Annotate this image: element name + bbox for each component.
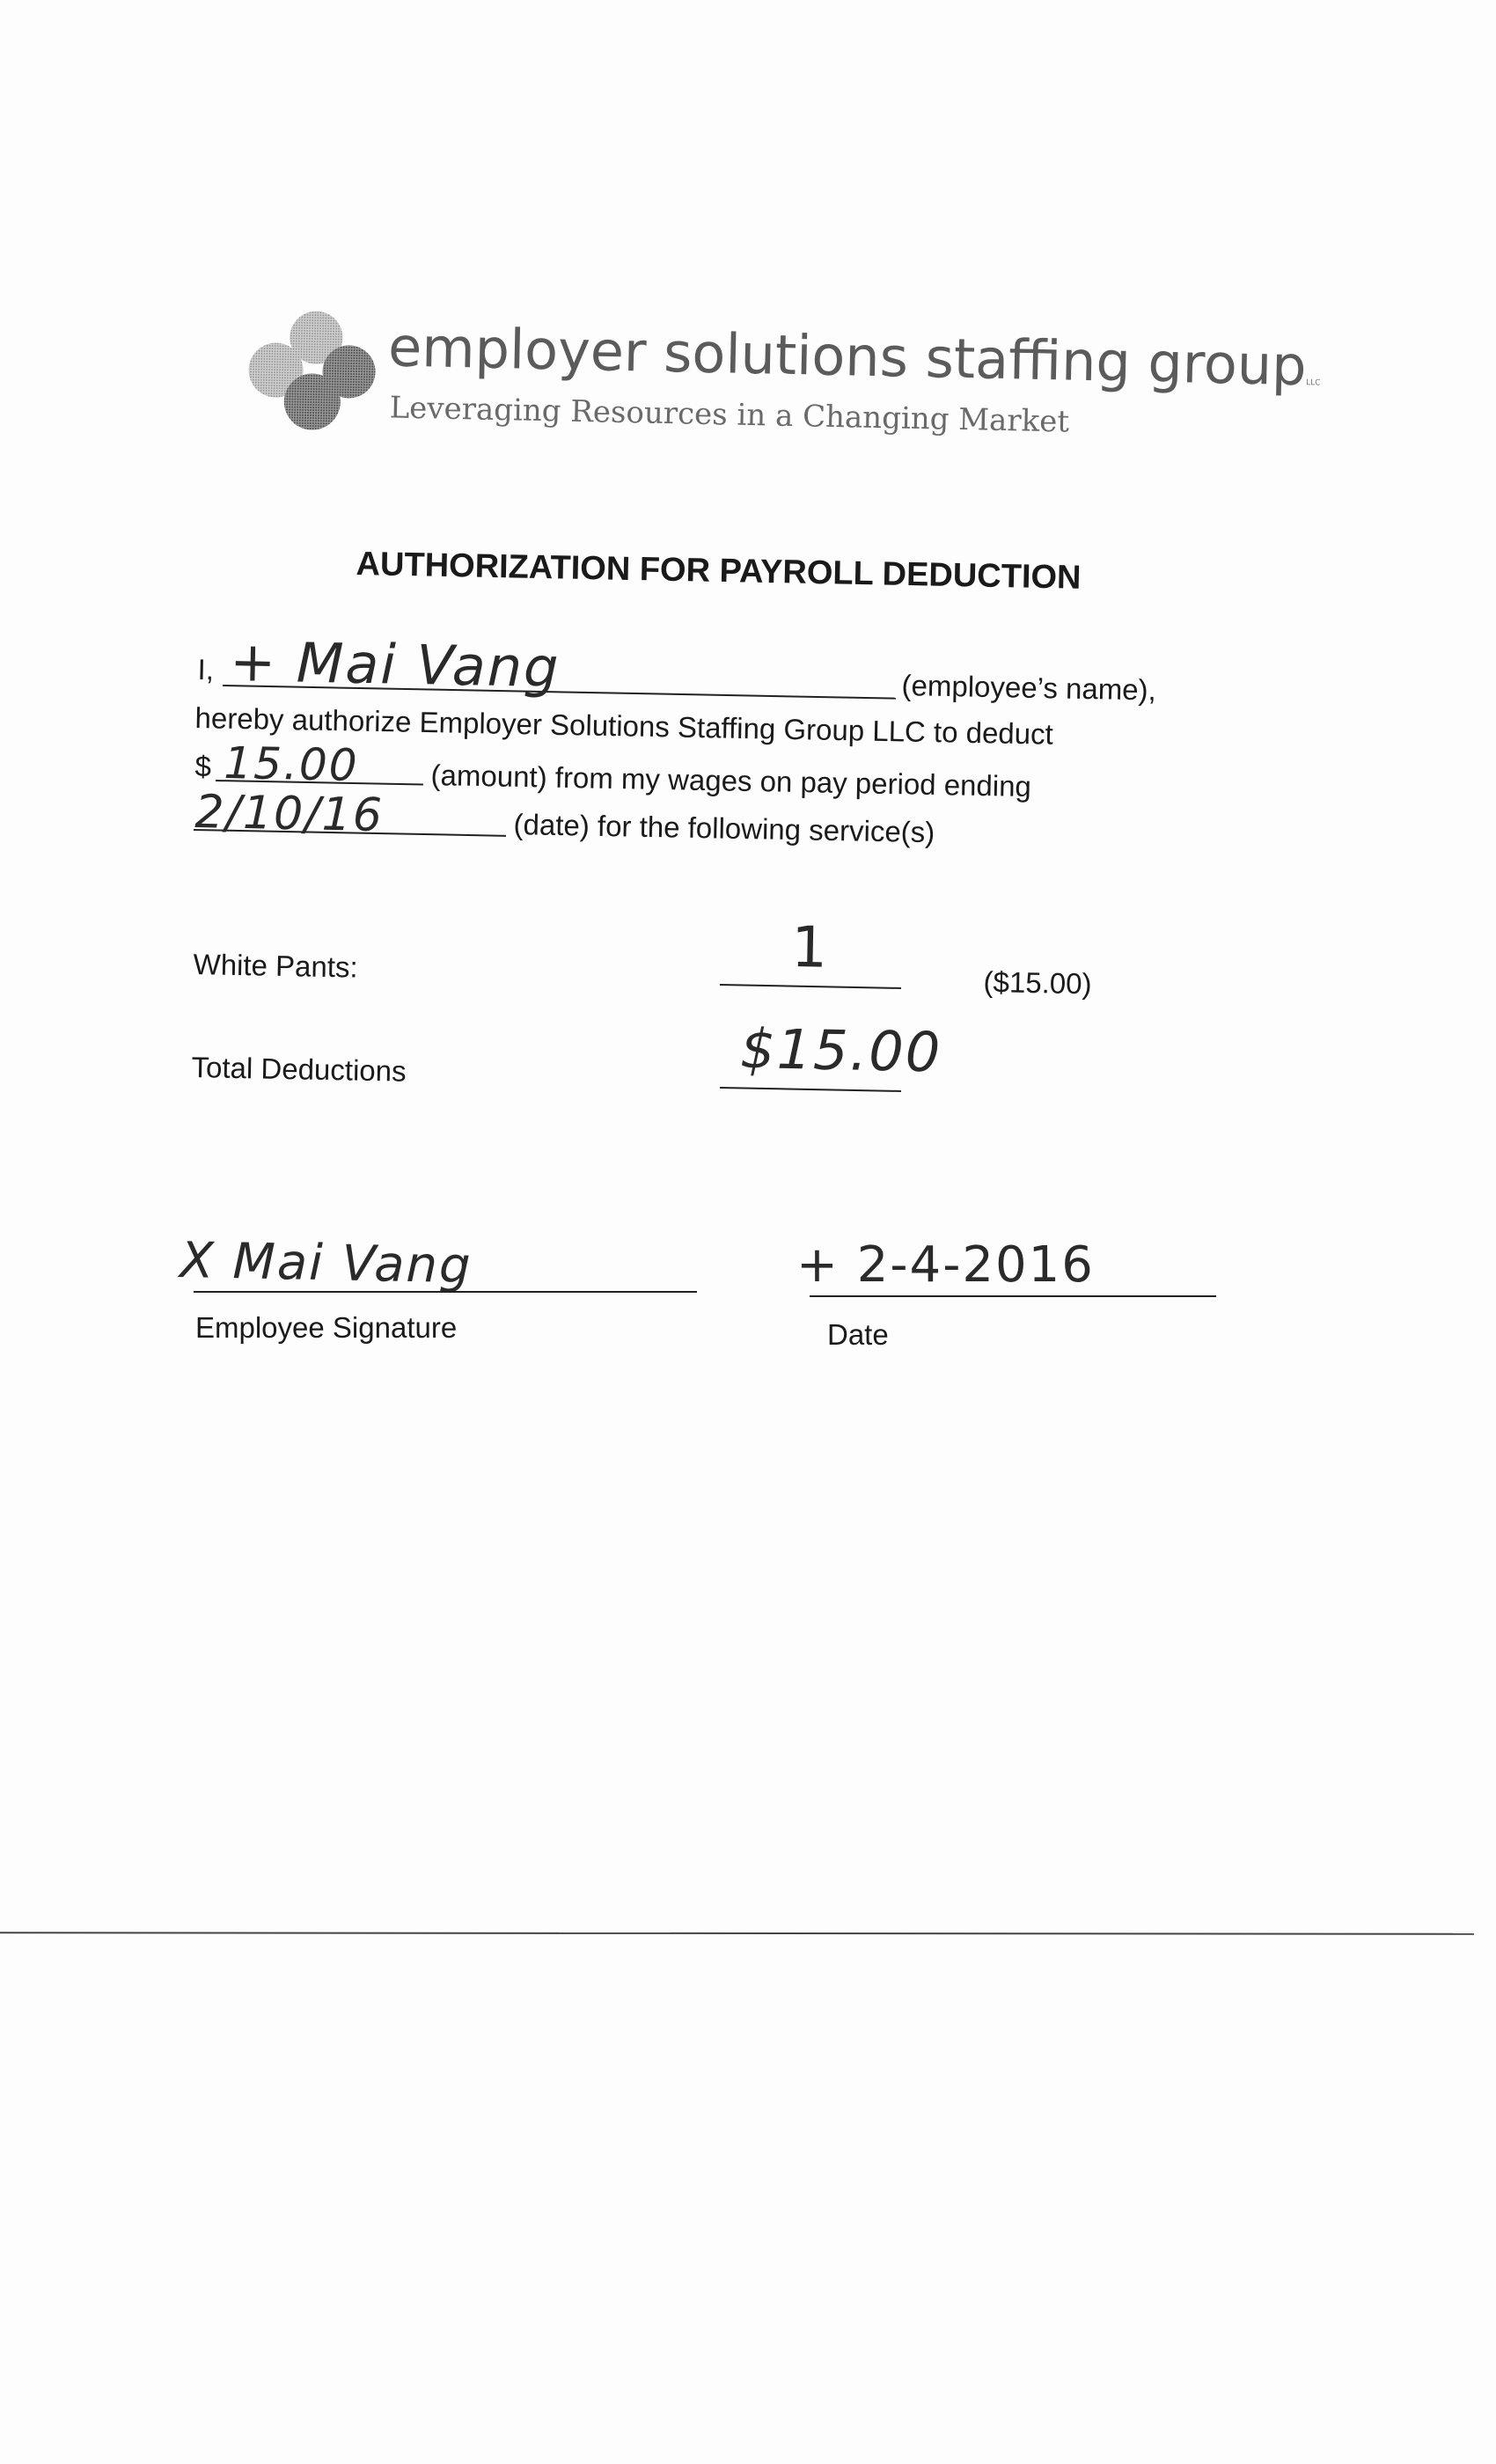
employee-name-label: (employee’s name),	[901, 669, 1157, 707]
total-deductions-label: Total Deductions	[191, 1051, 407, 1088]
logo-llc-mark: LLC	[1306, 378, 1321, 388]
logo-circles-icon	[246, 310, 380, 436]
date-label: (date) for the following service(s)	[513, 808, 935, 849]
employee-signature-label: Employee Signature	[195, 1311, 458, 1344]
employee-signature-handwritten: X Mai Vang	[179, 1232, 473, 1295]
white-pants-price: ($15.00)	[983, 965, 1092, 1001]
employee-signature-line	[194, 1291, 697, 1293]
total-deductions-line	[720, 1087, 901, 1092]
logo-company-text: employer solutions staffing group	[387, 314, 1308, 399]
line1-prefix: I,	[197, 653, 215, 686]
employee-name-handwritten: + Mai Vang	[229, 629, 561, 700]
total-deductions-handwritten: $15.00	[739, 1016, 942, 1085]
white-pants-qty-line	[720, 984, 901, 989]
form-title: AUTHORIZATION FOR PAYROLL DEDUCTION	[356, 546, 1082, 597]
amount-label: (amount) from my wages on pay period ending	[430, 759, 1032, 803]
signature-date-line	[810, 1295, 1216, 1297]
page-divider-line	[0, 1932, 1474, 1934]
logo-company-name	[387, 314, 1321, 398]
signature-date-handwritten: + 2-4-2016	[796, 1236, 1095, 1294]
amount-handwritten: 15.00	[223, 737, 360, 791]
authorization-line: hereby authorize Employer Solutions Staffing Group LLC to deduct	[194, 701, 1054, 751]
dollar-sign: $	[194, 750, 212, 783]
pay-period-date-handwritten: 2/10/16	[194, 786, 385, 843]
white-pants-label: White Pants:	[193, 948, 359, 984]
logo-tagline: Leveraging Resources in a Changing Market	[389, 390, 1070, 440]
company-logo	[246, 310, 1321, 463]
white-pants-qty-handwritten: 1	[790, 915, 830, 981]
signature-date-label: Date	[827, 1318, 889, 1351]
